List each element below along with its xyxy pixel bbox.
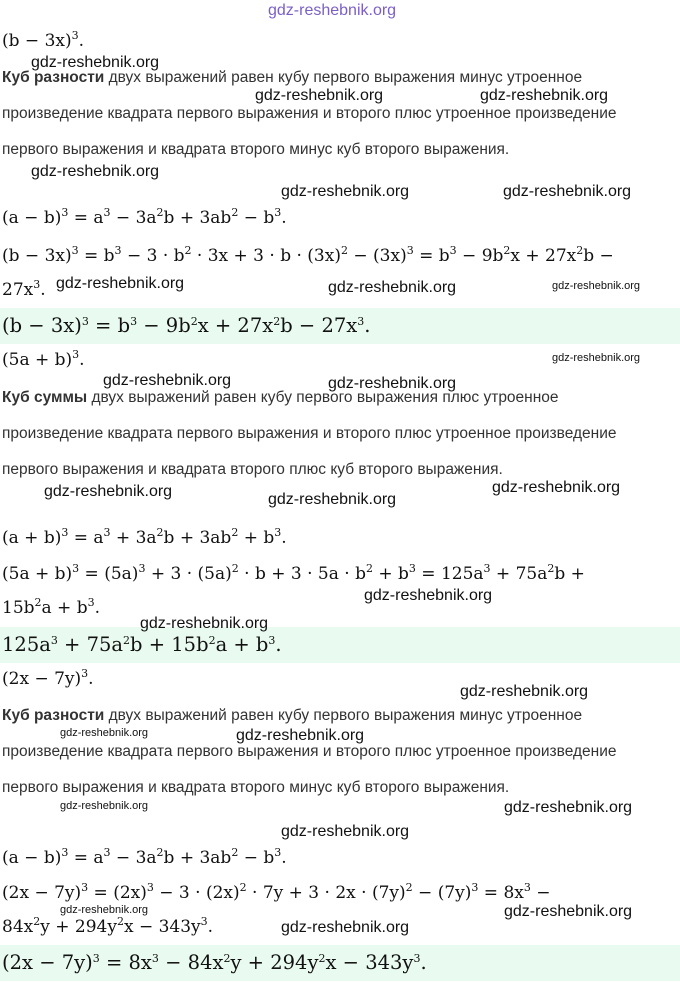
watermark: gdz-reshebnik.org xyxy=(31,163,160,180)
watermark: gdz-reshebnik.org xyxy=(504,903,633,920)
watermark: gdz-reshebnik.org xyxy=(268,491,397,508)
problem1-formula: $(a - b)^3 = a^3 - 3a^2b + 3ab^2 - b^3$. xyxy=(2,205,287,228)
watermark: gdz-reshebnik.org xyxy=(31,54,160,71)
problem2-answer: $125a^3 + 75a^2b + 15b^2a + b^3$. xyxy=(2,633,282,656)
problem2-rule: Куб суммы двух выражений равен кубу первого выражения плюс утроенное произведение квадрата первого выражения и второго плюс утроенное произведение первого выражения и квадрата второго плюс куб второго выражения. xyxy=(2,389,617,478)
problem3-expression: $(2x - 7y)^3$. xyxy=(2,666,94,689)
problem3-rule: Куб разности двух выражений равен кубу первого выражения минус утроенное произведение квадрата первого выражения и второго плюс утроенное произведение первого выражения и квадрата второго минус куб второго выражения. xyxy=(2,707,617,796)
watermark: gdz-reshebnik.org xyxy=(281,919,410,936)
watermark: gdz-reshebnik.org xyxy=(60,800,149,812)
watermark: gdz-reshebnik.org xyxy=(60,904,149,916)
problem1-step-line2: $27x^3$. xyxy=(2,277,46,300)
problem2-formula: $(a + b)^3 = a^3 + 3a^2b + 3ab^2 + b^3$. xyxy=(2,525,287,548)
problem3-answer-highlight xyxy=(0,945,680,981)
problem1-answer: $(b - 3x)^3 = b^3 - 9b^2x + 27x^2b - 27x^3$. xyxy=(2,314,371,337)
watermark: gdz-reshebnik.org xyxy=(328,375,457,392)
problem1-answer-highlight xyxy=(0,308,680,344)
problem3-answer: $(2x - 7y)^3 = 8x^3 - 84x^2y + 294y^2x - 343y^3$. xyxy=(2,951,427,974)
rule-term: Куб разности xyxy=(2,69,105,86)
watermark: gdz-reshebnik.org xyxy=(504,799,633,816)
site-banner: gdz-reshebnik.org xyxy=(268,2,397,19)
watermark: gdz-reshebnik.org xyxy=(552,280,641,292)
watermark: gdz-reshebnik.org xyxy=(56,275,185,292)
watermark: gdz-reshebnik.org xyxy=(281,183,410,200)
watermark: gdz-reshebnik.org xyxy=(140,615,269,632)
watermark: gdz-reshebnik.org xyxy=(236,727,365,744)
problem3-formula: $(a - b)^3 = a^3 - 3a^2b + 3ab^2 - b^3$. xyxy=(2,845,287,868)
problem3-step-line2: $84x^2y + 294y^2x - 343y^3$. xyxy=(2,914,214,937)
problem1-step-line1: $(b - 3x)^3 = b^3 - 3 \cdot b^2 \cdot 3x + 3 \cdot b \cdot (3x)^2 - (3x)^3 = b^3 - 9b^2x + 27x^2b$ − xyxy=(2,243,614,266)
watermark: gdz-reshebnik.org xyxy=(503,183,632,200)
problem2-answer-highlight xyxy=(0,627,680,663)
problem3-step-line1: $(2x - 7y)^3 = (2x)^3 - 3 \cdot (2x)^2 \cdot 7y + 3 \cdot 2x \cdot (7y)^2 - (7y)^3 = 8x^3$ − xyxy=(2,880,551,903)
watermark: gdz-reshebnik.org xyxy=(460,683,589,700)
watermark: gdz-reshebnik.org xyxy=(492,479,621,496)
problem1-rule: Куб разности двух выражений равен кубу первого выражения минус утроенное произведение квадрата первого выражения и второго плюс утроенное произведение первого выражения и квадрата второго минус куб второго выражения. xyxy=(2,69,617,158)
watermark: gdz-reshebnik.org xyxy=(480,87,609,104)
watermark: gdz-reshebnik.org xyxy=(281,823,410,840)
watermark: gdz-reshebnik.org xyxy=(44,483,173,500)
watermark: gdz-reshebnik.org xyxy=(364,587,493,604)
watermark: gdz-reshebnik.org xyxy=(552,352,641,364)
problem2-expression: $(5a + b)^3$. xyxy=(2,347,85,370)
watermark: gdz-reshebnik.org xyxy=(328,279,457,296)
watermark: gdz-reshebnik.org xyxy=(103,372,232,389)
problem2-step-line1: $(5a + b)^3 = (5a)^3 + 3 \cdot (5a)^2 \cdot b + 3 \cdot 5a \cdot b^2 + b^3 = 125a^3 + 75a^2b$ + xyxy=(2,561,585,584)
problem2-step-line2: $15b^2a + b^3$. xyxy=(2,595,100,618)
watermark: gdz-reshebnik.org xyxy=(255,87,384,104)
rule-term: Куб суммы xyxy=(2,389,88,406)
problem1-expression: $(b - 3x)^3$. xyxy=(2,28,85,51)
watermark: gdz-reshebnik.org xyxy=(60,727,149,739)
rule-term: Куб разности xyxy=(2,707,105,724)
